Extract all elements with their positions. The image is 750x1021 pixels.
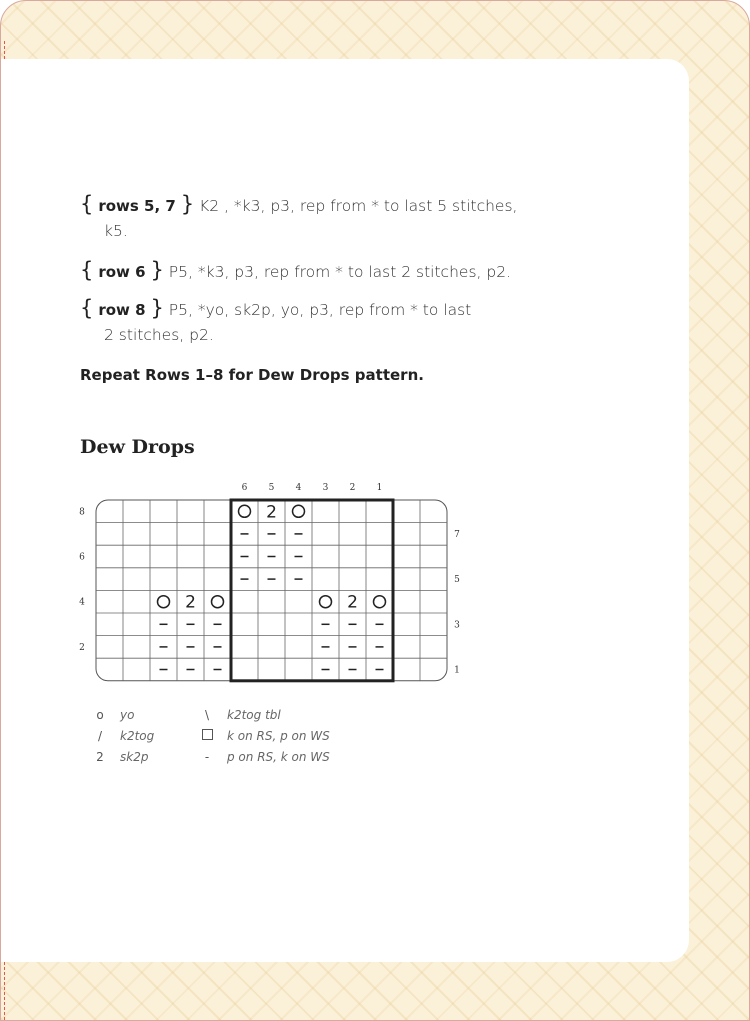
row-number: 6 [79,552,85,563]
instruction-row-8: { row 8 } P5, *yo, sk2p, yo, p3, rep from * to last 2 stitches, p2. [80,296,550,348]
yo-symbol-icon: o [96,707,104,722]
sk2p-symbol: 2 [185,592,196,613]
sk2p-symbol: 2 [347,592,358,613]
chart-title: Dew Drops [80,436,195,458]
instruction-text: P5, *yo, sk2p, yo, p3, rep from * to last [168,301,472,319]
legend-item: k on RS, p on WS [195,725,330,746]
legend-item: 2 sk2p [88,746,154,767]
column-number: 2 [349,483,356,493]
stitch-chart [0,476,750,696]
column-number: 5 [268,483,275,493]
sk2p-symbol: 2 [266,502,277,523]
purl-dash-symbol-icon: - [204,749,210,764]
column-number: 4 [295,483,302,493]
instruction-text: P5, *k3, p3, rep from * to last 2 stitches, p2. [168,263,512,281]
sk2p-symbol-icon: 2 [96,749,104,764]
row-tag: rows 5, 7 [98,197,176,215]
legend-item: \ k2tog tbl [195,704,330,725]
row-number: 7 [454,529,460,540]
column-number: 3 [322,483,329,493]
k2tog-tbl-symbol-icon: \ [204,707,210,722]
legend-item: o yo [88,704,154,725]
instruction-continuation: 2 stitches, p2. [104,326,214,344]
column-number: 6 [241,483,248,493]
legend-item: / k2tog [88,725,154,746]
row-number: 4 [79,597,85,608]
row-number: 2 [79,642,85,653]
repeat-note: Repeat Rows 1–8 for Dew Drops pattern. [80,366,424,384]
row-number: 5 [454,575,460,586]
knit-box-symbol-icon [195,729,219,743]
row-number: 8 [79,507,85,518]
k2tog-symbol-icon: / [97,728,103,743]
instruction-rows-5-7: { rows 5, 7 } K2 , *k3, p3, rep from * to last 5 stitches, k5. [80,192,550,244]
row-tag: row 8 [98,301,146,319]
instruction-row-6: { row 6 } P5, *k3, p3, rep from * to last 2 stitches, p2. [80,258,512,282]
instruction-continuation: k5. [104,222,128,240]
instruction-text: K2 , *k3, p3, rep from * to last 5 stitches, [199,197,518,215]
legend-item: - p on RS, k on WS [195,746,330,767]
row-number: 1 [454,665,460,676]
legend-column-2 [195,704,330,767]
legend-column-1 [88,704,154,767]
row-number: 3 [454,620,460,631]
row-tag: row 6 [98,263,146,281]
column-number: 1 [376,483,383,493]
